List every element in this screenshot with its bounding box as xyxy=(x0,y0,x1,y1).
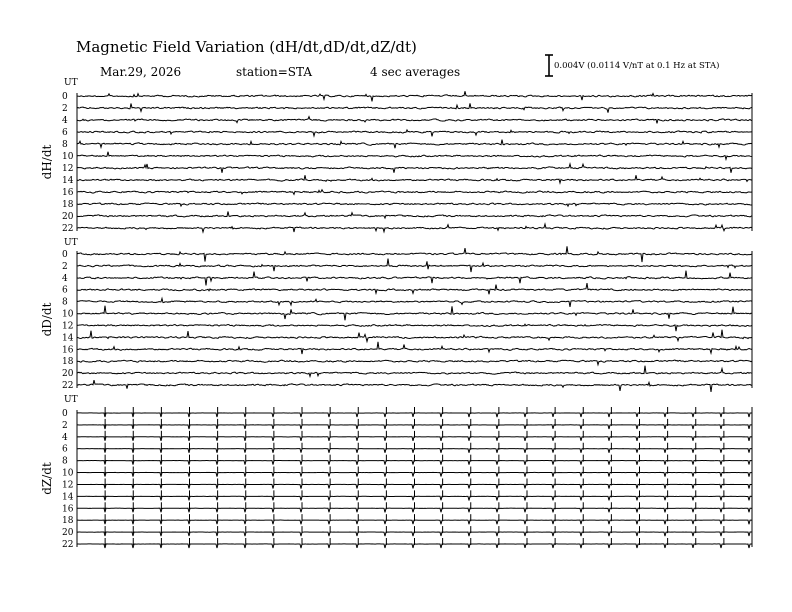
trace-line-18 xyxy=(77,203,752,206)
hour-tick-label: 6 xyxy=(62,444,68,455)
hour-tick-label: 12 xyxy=(62,164,74,174)
trace-line-20 xyxy=(77,211,752,218)
panel-y-label: dH/dt xyxy=(40,144,54,180)
hour-tick-label: 2 xyxy=(62,104,68,114)
hour-tick-label: 12 xyxy=(62,321,74,332)
trace-line-4 xyxy=(77,271,752,286)
trace-line-18 xyxy=(77,360,752,365)
hour-tick-label: 22 xyxy=(62,224,74,234)
hour-tick-label: 6 xyxy=(62,285,68,296)
panel-dH-dt xyxy=(40,78,752,234)
trace-line-8 xyxy=(77,298,752,307)
ut-axis-label: UT xyxy=(64,395,78,405)
trace-line-20 xyxy=(77,366,752,377)
trace-line-2 xyxy=(77,259,752,273)
hour-tick-label: 18 xyxy=(62,357,74,368)
hour-tick-label: 14 xyxy=(62,176,74,186)
scale-note: 0.004V (0.0114 V/nT at 0.1 Hz at STA) xyxy=(554,61,720,71)
hour-tick-label: 6 xyxy=(62,128,68,138)
hour-tick-label: 16 xyxy=(62,188,74,198)
panel-dD-dt xyxy=(40,238,752,392)
hour-tick-label: 8 xyxy=(62,140,68,150)
trace-line-22 xyxy=(77,224,752,232)
hour-tick-label: 12 xyxy=(62,480,74,491)
hour-tick-label: 8 xyxy=(62,456,68,467)
hour-tick-label: 20 xyxy=(62,528,74,539)
panel-y-label: dD/dt xyxy=(40,302,54,337)
scale-bar xyxy=(545,55,553,76)
trace-line-0 xyxy=(77,246,752,262)
hour-tick-label: 10 xyxy=(62,152,74,162)
hour-tick-label: 0 xyxy=(62,250,68,260)
panel-y-label: dZ/dt xyxy=(40,462,54,495)
chart-title: Magnetic Field Variation (dH/dt,dD/dt,dZ/dt) xyxy=(76,38,417,56)
hour-tick-label: 0 xyxy=(62,409,68,419)
hour-tick-label: 2 xyxy=(62,420,68,431)
hour-tick-label: 2 xyxy=(62,261,68,272)
trace-line-16 xyxy=(77,190,752,195)
ut-axis-label: UT xyxy=(64,78,78,88)
ut-axis-label: UT xyxy=(64,238,78,248)
hour-tick-label: 4 xyxy=(62,432,68,443)
trace-line-12 xyxy=(77,164,752,173)
hour-tick-label: 14 xyxy=(62,333,74,344)
trace-line-0 xyxy=(77,91,752,101)
panel-dZ-dt xyxy=(40,395,752,550)
trace-line-10 xyxy=(77,152,752,160)
date-label: Mar.29, 2026 xyxy=(100,65,182,79)
hour-tick-label: 10 xyxy=(62,468,74,479)
trace-line-2 xyxy=(77,103,752,112)
hour-tick-label: 0 xyxy=(62,92,68,102)
hour-tick-label: 8 xyxy=(62,297,68,308)
hour-tick-label: 20 xyxy=(62,212,74,222)
trace-line-8 xyxy=(77,140,752,149)
trace-line-10 xyxy=(77,306,752,321)
hour-tick-label: 16 xyxy=(62,345,74,356)
hour-tick-label: 10 xyxy=(62,309,74,320)
hour-tick-label: 22 xyxy=(62,381,74,391)
hour-tick-label: 18 xyxy=(62,516,74,527)
station-label: station=STA xyxy=(236,65,313,79)
trace-line-4 xyxy=(77,117,752,124)
hour-tick-label: 22 xyxy=(62,540,74,550)
trace-line-22 xyxy=(77,380,752,392)
hour-tick-label: 18 xyxy=(62,200,74,210)
hour-tick-label: 4 xyxy=(62,273,68,284)
trace-line-14 xyxy=(77,330,752,342)
hour-tick-label: 14 xyxy=(62,492,74,503)
trace-line-6 xyxy=(77,130,752,136)
trace-line-16 xyxy=(77,342,752,354)
hour-tick-label: 16 xyxy=(62,504,74,515)
trace-line-14 xyxy=(77,175,752,183)
hour-tick-label: 4 xyxy=(62,116,68,126)
trace-line-6 xyxy=(77,283,752,294)
hour-tick-label: 20 xyxy=(62,369,74,380)
trace-line-12 xyxy=(77,324,752,331)
averaging-label: 4 sec averages xyxy=(370,65,461,79)
